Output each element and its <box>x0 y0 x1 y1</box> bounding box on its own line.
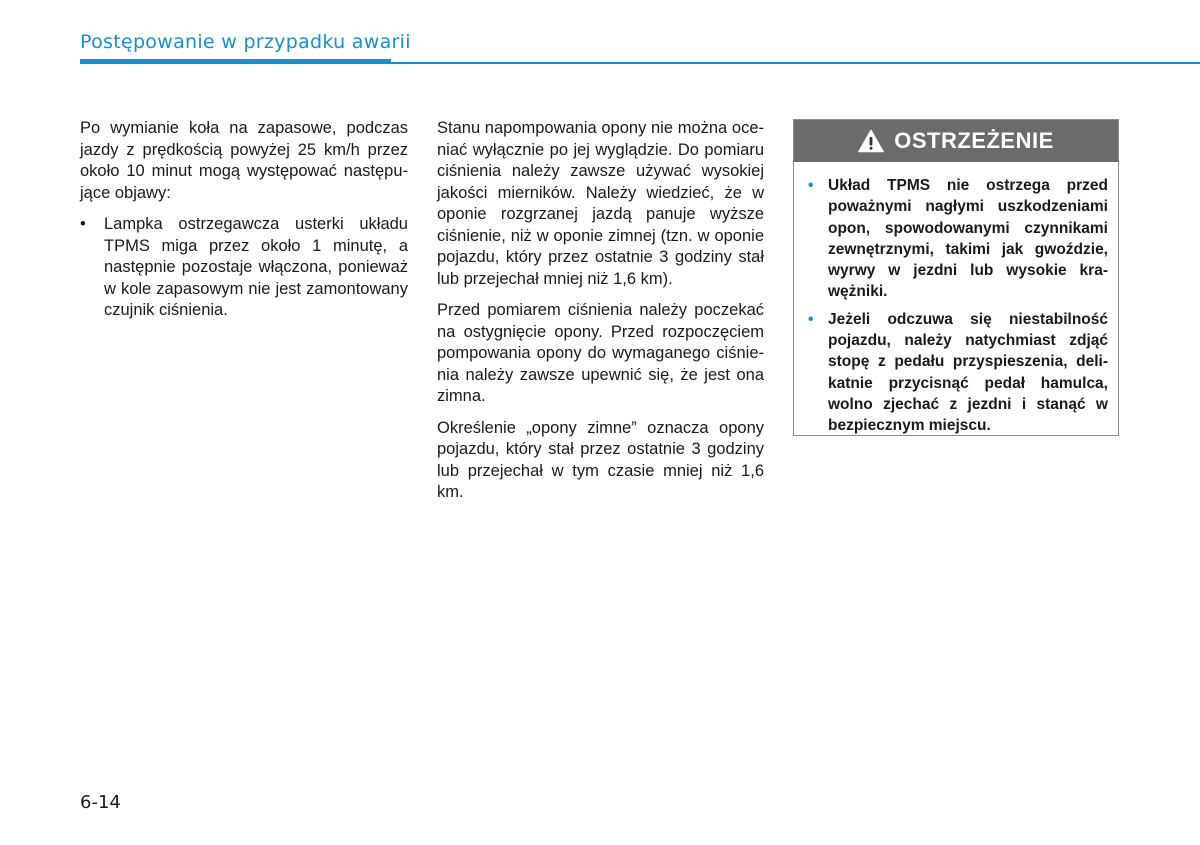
warning-body <box>794 162 1118 437</box>
warning-list <box>806 175 1108 437</box>
column-middle <box>437 118 764 514</box>
warning-header <box>794 120 1118 162</box>
paragraph: Określenie „opony zimne” oznacza opony pojazdu, który stał przez ostatnie 3 godziny lub przejechał w tym czasie mniej niż 1,6 km. <box>437 418 764 501</box>
intro-paragraph: Po wymianie koła na zapasowe, podczas jazdy z prędkością powyżej 25 km/h przez około 10 minut mogą występować następujące objawy: <box>80 119 408 202</box>
symptom-list <box>80 214 408 322</box>
paragraph: Stanu napompowania opony nie można oceniać wyłącznie po jej wyglądzie. Do pomiaru ciśnienia należy zawsze używać wysokiej jakości mierników. Należy wiedzieć, że w oponie rozgrzanej jazdą panuje wyższe ciśnienie, niż w oponie zimnej (tzn. w oponie pojazdu, który przez ostatnie 3 godziny stał lub przejechał mniej niż 1,6 km). <box>437 119 764 288</box>
page-number: 6-14 <box>80 792 121 813</box>
column-left <box>80 118 408 322</box>
warning-title: OSTRZEŻENIE <box>894 128 1054 153</box>
warning-triangle-icon <box>858 129 884 153</box>
header-rule <box>80 62 1200 64</box>
paragraph: Przed pomiarem ciśnienia należy poczekać na ostygnięcie opony. Przed rozpoczęciem pompowania opony do wymaganego ciśnienia należy zawsze upewnić się, że jest ona zimna. <box>437 301 764 405</box>
warning-item: • Jeżeli odczuwa się niestabilność pojazdu, należy natychmiast zdjąć stopę z pedału przyspieszenia, delikatnie przycisnąć pedał hamulca, wolno zjechać z jezdni i stanąć w bezpiecznym miejscu. <box>806 309 1108 437</box>
list-item: • Lampka ostrzegawcza usterki układu TPMS miga przez około 1 minutę, a następnie pozostaje włączona, ponieważ w kole zapasowym nie jest zamontowany czujnik ciśnienia. <box>80 214 408 322</box>
warning-box <box>793 119 1119 436</box>
section-title: Postępowanie w przypadku awarii <box>80 31 411 53</box>
warning-item: • Układ TPMS nie ostrzega przed poważnymi nagłymi uszkodzeniami opon, spowodowanymi czynnikami zewnętrznymi, takimi jak gwoździe, wyrwy w jezdni lub wysokie krawężniki. <box>806 175 1108 303</box>
